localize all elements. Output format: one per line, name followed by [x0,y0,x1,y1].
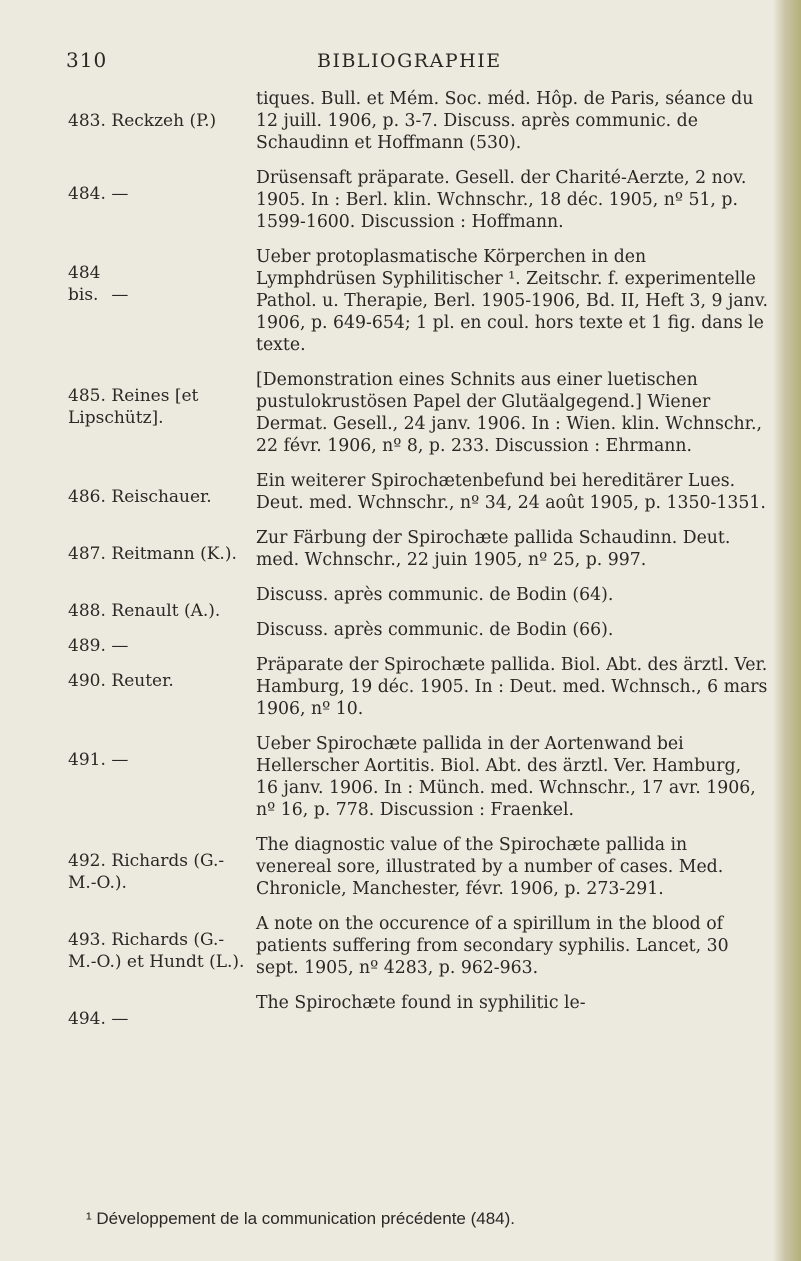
entry-citation: Drüsensaft präparate. Gesell. der Charité-Aerzte, 2 nov. 1905. In : Berl. klin. Wchnschr., 18 déc. 1905, nº 51, p. 1599-1600. Discussion : Hoffmann. [256,168,747,232]
running-title: BIBLIOGRAPHIE [317,50,502,72]
page-number: 310 [66,48,108,72]
bibliography-entry [68,369,768,457]
entry-number: 483. [68,111,106,131]
entry-label [68,385,248,429]
entry-number: 490. [68,671,106,691]
entry-number: 487. [68,544,106,564]
entry-label [68,262,248,306]
entry-label [68,1008,248,1030]
entry-author: — [111,636,129,656]
entry-number: 492. [68,851,106,871]
bibliography-entry [68,834,768,900]
entry-number: 494. [68,1009,106,1029]
bibliography-entry [68,584,768,621]
entry-label [68,110,248,132]
entry-label [68,486,248,508]
entry-label [68,749,248,771]
entry-citation: A note on the occurence of a spirillum in the blood of patients suffering from secondary syphilis. Lancet, 30 sept. 1905, nº 4283, p. 962-963. [256,914,729,978]
bibliography-entry [68,470,768,514]
entry-label [68,929,248,973]
entry-citation: Ueber Spirochæte pallida in der Aortenwand bei Hellerscher Aortitis. Biol. Abt. des ärztl. Ver. Hamburg, 16 janv. 1906. In : Münch. med. Wchnschr., 17 avr. 1906, nº 16, p. 778. Discussion : Fraenkel. [256,734,756,820]
bibliography-entry [68,527,768,571]
entry-citation: Präparate der Spirochæte pallida. Biol. Abt. des ärztl. Ver. Hamburg, 19 déc. 1905. In : Deut. med. Wchnsch., 6 mars 1906, nº 10. [256,655,768,719]
entry-number: 484. [68,184,106,204]
bibliography-entry [68,167,768,233]
entry-number: 488. [68,601,106,621]
bibliography-entry [68,992,768,1029]
bibliography-entry [68,913,768,979]
entry-citation: The diagnostic value of the Spirochæte pallida in venereal sore, illustrated by a number of cases. Med. Chronicle, Manchester, févr. 1906, p. 273-291. [256,835,724,899]
entry-citation: Discuss. après communic. de Bodin (64). [256,585,614,605]
entry-number: 485. [68,386,106,406]
entry-number: 489. [68,636,106,656]
entry-author: Renault (A.). [111,601,221,621]
entry-label [68,670,248,692]
entry-label [68,850,248,894]
entry-author: — [111,1009,129,1029]
entry-author: Richards (G.-M.-O.) et Hundt (L.). [68,930,245,972]
entry-label [68,543,248,565]
entry-author: — [111,285,129,305]
entry-citation: [Demonstration eines Schnits aus einer luetischen pustulokrustösen Papel der Glutäalgegend.] Wiener Dermat. Gesell., 24 janv. 1906. In : Wien. klin. Wchnschr., 22 févr. 1906, nº 8, p. 233. Discussion : Ehrmann. [256,370,763,456]
entry-citation: The Spirochæte found in syphilitic le- [256,993,586,1013]
entry-number: 484 bis. [68,263,101,305]
bibliography-entry [68,88,768,154]
bibliography-list [68,88,768,1027]
bibliography-entry [68,654,768,720]
entry-author: — [111,750,129,770]
entry-author: Reckzeh (P.) [111,111,217,131]
entry-number: 486. [68,487,106,507]
entry-citation: Ein weiterer Spirochætenbefund bei hereditärer Lues. Deut. med. Wchnschr., nº 34, 24 août 1905, p. 1350-1351. [256,471,766,513]
bibliography-entry [68,733,768,821]
entry-author: Richards (G.-M.-O.). [68,851,225,893]
entry-label [68,183,248,205]
entry-citation: tiques. Bull. et Mém. Soc. méd. Hôp. de Paris, séance du 12 juill. 1906, p. 3-7. Discuss. après communic. de Schaudinn et Hoffmann (530). [256,89,754,153]
entry-author: Reischauer. [111,487,212,507]
entry-citation: Ueber protoplasmatische Körperchen in den Lymphdrüsen Syphilitischer ¹. Zeitschr. f. experimentelle Pathol. u. Therapie, Berl. 1905-1906, Bd. II, Heft 3, 9 janv. 1906, p. 649-654; 1 pl. en coul. hors texte et 1 fig. dans le texte. [256,247,768,355]
entry-author: Reuter. [111,671,174,691]
entry-number: 491. [68,750,106,770]
entry-number: 493. [68,930,106,950]
entry-citation: Discuss. après communic. de Bodin (66). [256,620,614,640]
page-edge-shadow [773,0,801,1261]
footnote: ¹ Développement de la communication précédente (484). [86,1209,516,1228]
bibliography-entry [68,246,768,356]
entry-citation: Zur Färbung der Spirochæte pallida Schaudinn. Deut. med. Wchnschr., 22 juin 1905, nº 25, p. 997. [256,528,731,570]
bibliography-entry [68,619,768,656]
entry-author: — [111,184,129,204]
entry-author: Reines [et Lipschütz]. [68,386,199,428]
entry-author: Reitmann (K.). [111,544,237,564]
